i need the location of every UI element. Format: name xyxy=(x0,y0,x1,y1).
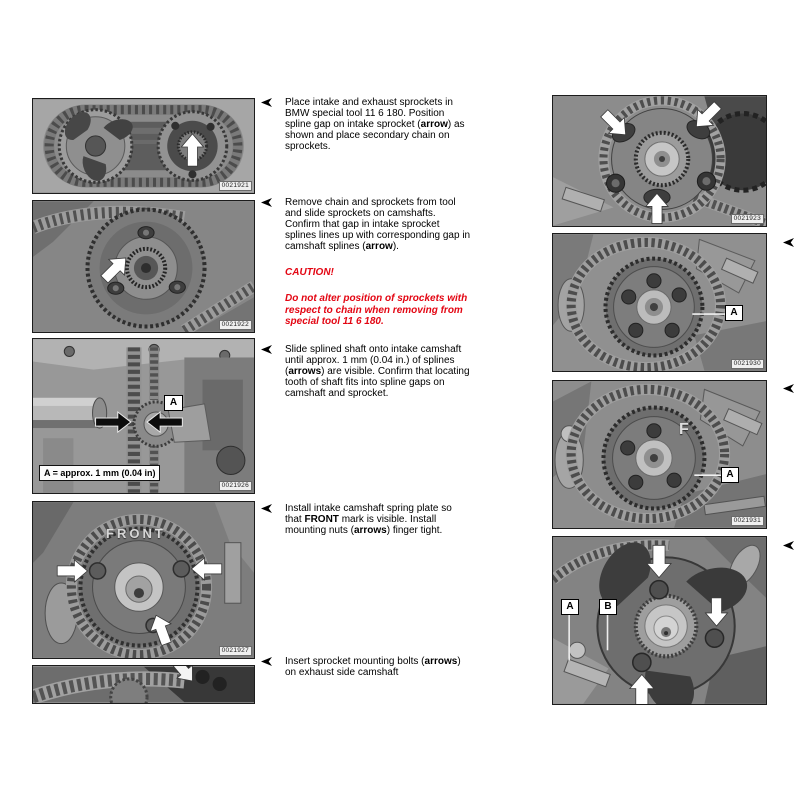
instruction-text: Remove chain and sprockets from tool and slide sprockets on camshafts. Confirm that gap in intake sprocket splines lines up with corresponding gap in camshaft splines (arrow). xyxy=(285,197,471,252)
instruction-text: Place intake and exhaust sprockets in BMW special tool 11 6 180. Position spline gap on intake sprocket (arrow) as shown and place secondary chain on sprockets. xyxy=(285,97,465,152)
instruction-text: Insert sprocket mounting bolts (arrows) on exhaust side camshaft xyxy=(285,656,461,678)
photo-id-badge: 0021921 xyxy=(219,181,252,191)
instruction-block-1 xyxy=(261,97,471,152)
photo-sprocket-label-a xyxy=(552,233,767,372)
photo-spring-plate-a-b xyxy=(552,536,767,705)
engine-photo-illustration xyxy=(553,96,766,226)
left-pointer-icon xyxy=(783,238,794,247)
photo-exhaust-chain-partial xyxy=(32,665,255,704)
photo-id-badge: 0021922 xyxy=(219,320,252,330)
left-pointer-icon xyxy=(261,345,272,354)
photo-splined-shaft-gap xyxy=(32,338,255,494)
engine-photo-illustration xyxy=(553,381,766,528)
measurement-caption: A = approx. 1 mm (0.04 in) xyxy=(39,465,160,481)
instruction-block-4 xyxy=(261,503,471,536)
photo-spring-plate-front xyxy=(32,501,255,659)
label-b-box: B xyxy=(599,599,617,615)
caution-body: Do not alter position of sprockets with respect to chain when removing from special tool 11 6 180. xyxy=(285,293,468,327)
left-pointer-icon xyxy=(261,98,272,107)
left-pointer-icon xyxy=(261,657,272,666)
photo-id-badge: 0021926 xyxy=(219,481,252,491)
caution-title: CAUTION! xyxy=(285,267,334,278)
left-pointer-icon xyxy=(261,504,272,513)
left-pointer-icon xyxy=(261,198,272,207)
label-a-box: A xyxy=(561,599,579,615)
label-a-box: A xyxy=(164,395,183,411)
front-mark-text: FRONT xyxy=(106,526,166,541)
label-a-box: A xyxy=(725,305,743,321)
engine-photo-illustration xyxy=(553,537,766,704)
f-mark-text: F xyxy=(679,421,689,438)
photo-id-badge: 0021930 xyxy=(731,359,764,369)
label-a-box: A xyxy=(721,467,739,483)
instruction-block-2 xyxy=(261,197,471,252)
photo-sprockets-in-special-tool xyxy=(32,98,255,194)
instruction-block-5 xyxy=(261,656,471,678)
left-pointer-icon xyxy=(783,541,794,550)
instruction-text: Slide splined shaft onto intake camshaft until approx. 1 mm (0.04 in.) of splines (arrows) are visible. Confirm that locating tooth of shaft fits into spline gaps on camshaft and sprocket. xyxy=(285,344,470,399)
instruction-text: Install intake camshaft spring plate so that FRONT mark is visible. Install mounting nuts (arrows) finger tight. xyxy=(285,503,452,536)
photo-sprocket-f-mark xyxy=(552,380,767,529)
engine-photo-illustration xyxy=(33,201,254,332)
photo-exhaust-sprocket-holes xyxy=(552,95,767,227)
engine-photo-illustration xyxy=(553,234,766,371)
instruction-block-3 xyxy=(261,344,471,399)
photo-intake-sprocket-spline-gap xyxy=(32,200,255,333)
photo-id-badge: 0021923 xyxy=(731,214,764,224)
photo-id-badge: 0021931 xyxy=(731,516,764,526)
engine-photo-illustration xyxy=(33,99,254,193)
left-pointer-icon xyxy=(783,384,794,393)
engine-photo-illustration xyxy=(33,666,254,703)
photo-id-badge: 0021927 xyxy=(219,646,252,656)
